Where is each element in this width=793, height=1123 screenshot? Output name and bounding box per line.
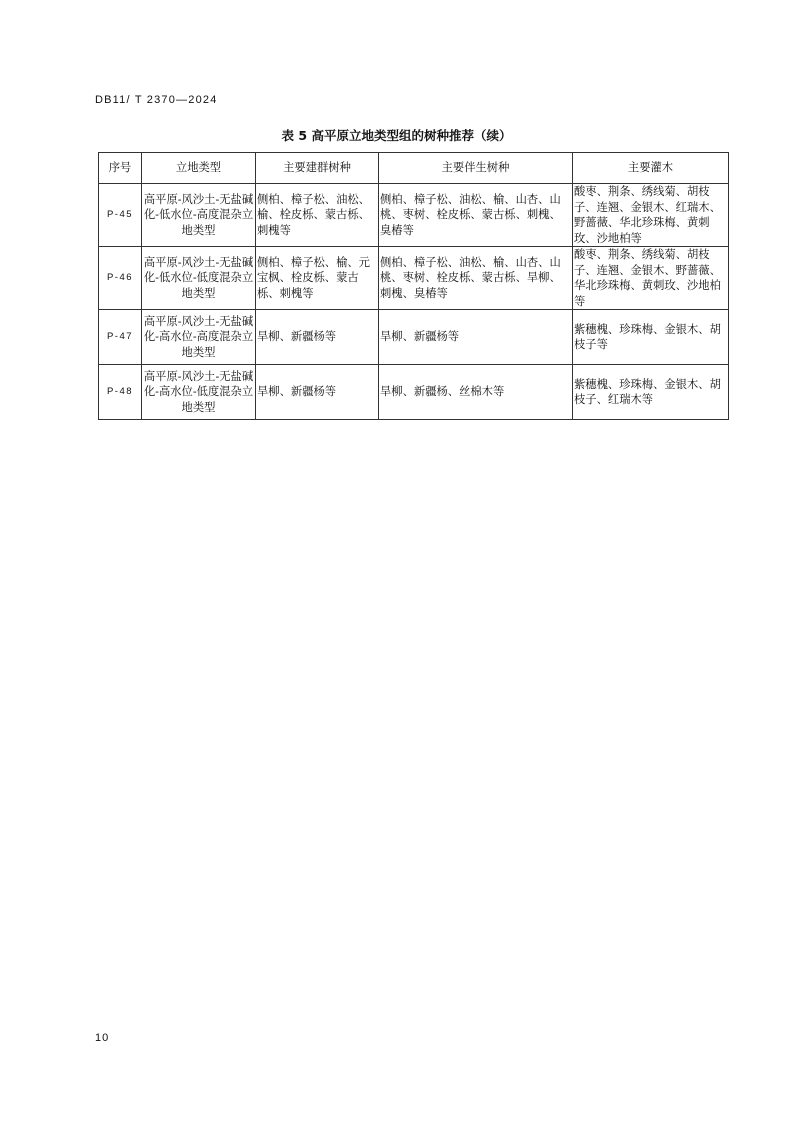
associated-species-cell: 旱柳、新疆杨等 (379, 310, 573, 365)
header-site-type: 立地类型 (142, 153, 256, 184)
row-number: P-48 (99, 365, 142, 420)
table-row (99, 310, 729, 365)
site-type-cell: 高平原-风沙土-无盐碱化-低水位-高度混杂立地类型 (142, 184, 256, 247)
table-row (99, 184, 729, 247)
row-number: P-45 (99, 184, 142, 247)
document-code: DB11/ T 2370—2024 (95, 94, 218, 106)
site-type-cell: 高平原-风沙土-无盐碱化-高水位-低度混杂立地类型 (142, 365, 256, 420)
dominant-species-cell: 旱柳、新疆杨等 (256, 365, 379, 420)
page-number: 10 (95, 1032, 110, 1044)
header-dominant-species: 主要建群树种 (256, 153, 379, 184)
shrubs-cell: 紫穗槐、珍珠梅、金银木、胡枝子等 (573, 310, 729, 365)
dominant-species-cell: 侧柏、樟子松、榆、元宝枫、栓皮栎、蒙古栎、刺槐等 (256, 247, 379, 310)
table-row (99, 247, 729, 310)
recommendation-table (98, 152, 729, 420)
site-type-cell: 高平原-风沙土-无盐碱化-低水位-低度混杂立地类型 (142, 247, 256, 310)
shrubs-cell: 酸枣、荆条、绣线菊、胡枝子、连翘、金银木、红瑞木、野蔷薇、华北珍珠梅、黄刺玫、沙地柏等 (573, 184, 729, 247)
site-type-cell: 高平原-风沙土-无盐碱化-高水位-高度混杂立地类型 (142, 310, 256, 365)
shrubs-cell: 紫穗槐、珍珠梅、金银木、胡枝子、红瑞木等 (573, 365, 729, 420)
dominant-species-cell: 旱柳、新疆杨等 (256, 310, 379, 365)
associated-species-cell: 侧柏、樟子松、油松、榆、山杏、山桃、枣树、栓皮栎、蒙古栎、旱柳、刺槐、臭椿等 (379, 247, 573, 310)
table-row (99, 365, 729, 420)
shrubs-cell: 酸枣、荆条、绣线菊、胡枝子、连翘、金银木、野蔷薇、华北珍珠梅、黄刺玫、沙地柏等 (573, 247, 729, 310)
associated-species-cell: 旱柳、新疆杨、丝棉木等 (379, 365, 573, 420)
dominant-species-cell: 侧柏、樟子松、油松、榆、栓皮栎、蒙古栎、刺槐等 (256, 184, 379, 247)
row-number: P-46 (99, 247, 142, 310)
header-number: 序号 (99, 153, 142, 184)
header-associated-species: 主要伴生树种 (379, 153, 573, 184)
table-header-row (99, 153, 729, 184)
associated-species-cell: 侧柏、樟子松、油松、榆、山杏、山桃、枣树、栓皮栎、蒙古栎、刺槐、臭椿等 (379, 184, 573, 247)
table-title: 表 5 高平原立地类型组的树种推荐（续） (281, 128, 512, 143)
row-number: P-47 (99, 310, 142, 365)
header-shrubs: 主要灌木 (573, 153, 729, 184)
